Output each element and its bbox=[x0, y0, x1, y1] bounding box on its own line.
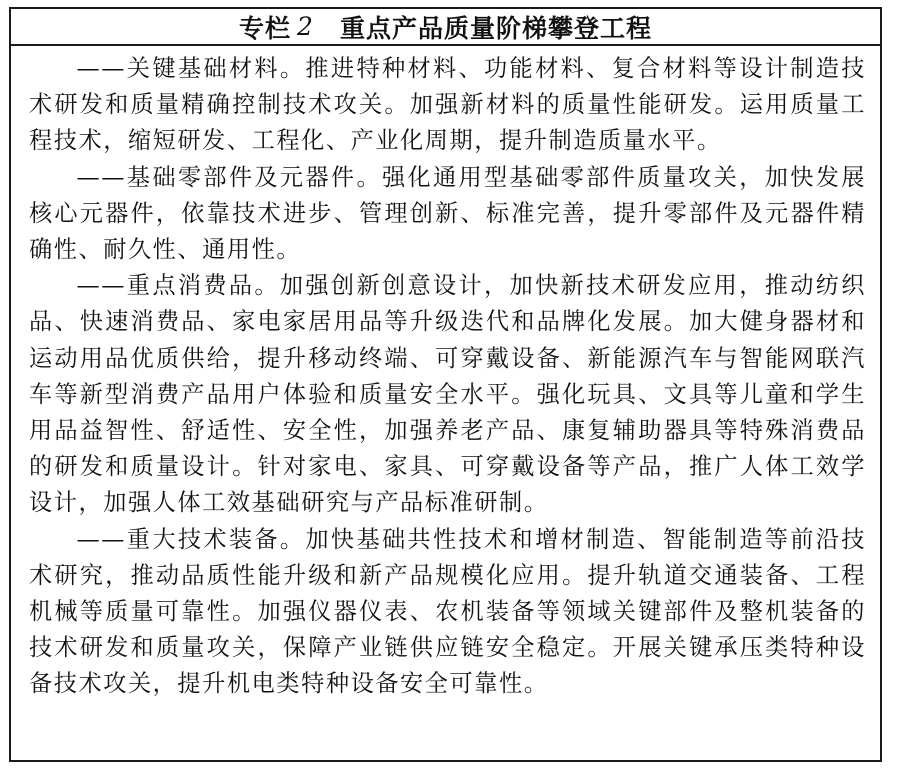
column-number: 2 bbox=[297, 12, 314, 41]
column-label: 专栏 bbox=[239, 13, 292, 43]
column-body bbox=[11, 46, 880, 703]
paragraph-key-materials: ——关键基础材料。推进特种材料、功能材料、复合材料等设计制造技术研发和质量精确控制技术攻关。加强新材料的质量性能研发。运用质量工程技术，缩短研发、工程化、产业化周期，提升制造质量水平。 bbox=[29, 55, 866, 155]
column-header bbox=[11, 9, 880, 46]
paragraph-major-equipment: ——重大技术装备。加快基础共性技术和增材制造、智能制造等前沿技术研究，推动品质性能升级和新产品规模化应用。提升轨道交通装备、工程机械等质量可靠性。加强仪器仪表、农机装备等领域关键部件及整机装备的技术研发和质量攻关，保障产业链供应链安全稳定。开展关键承压类特种设备技术攻关，提升机电类特种设备安全可靠性。 bbox=[29, 525, 866, 698]
paragraph-consumer-goods: ——重点消费品。加强创新创意设计，加快新技术研发应用，推动纺织品、快速消费品、家电家居用品等升级迭代和品牌化发展。加大健身器材和运动用品优质供给，提升移动终端、可穿戴设备、新能源汽车与智能网联汽车等新型消费产品用户体验和质量安全水平。强化玩具、文具等儿童和学生用品益智性、舒适性、安全性，加强养老产品、康复辅助器具等特殊消费品的研发和质量设计。针对家电、家具、可穿戴设备等产品，推广人体工效学设计，加强人体工效基础研究与产品标准研制。 bbox=[29, 272, 866, 517]
column-title: 重点产品质量阶梯攀登工程 bbox=[339, 13, 652, 43]
column-box bbox=[9, 7, 882, 762]
paragraph-components: ——基础零部件及元器件。强化通用型基础零部件质量攻关，加快发展核心元器件，依靠技术进步、管理创新、标准完善，提升零部件及元器件精确性、耐久性、通用性。 bbox=[29, 163, 866, 264]
